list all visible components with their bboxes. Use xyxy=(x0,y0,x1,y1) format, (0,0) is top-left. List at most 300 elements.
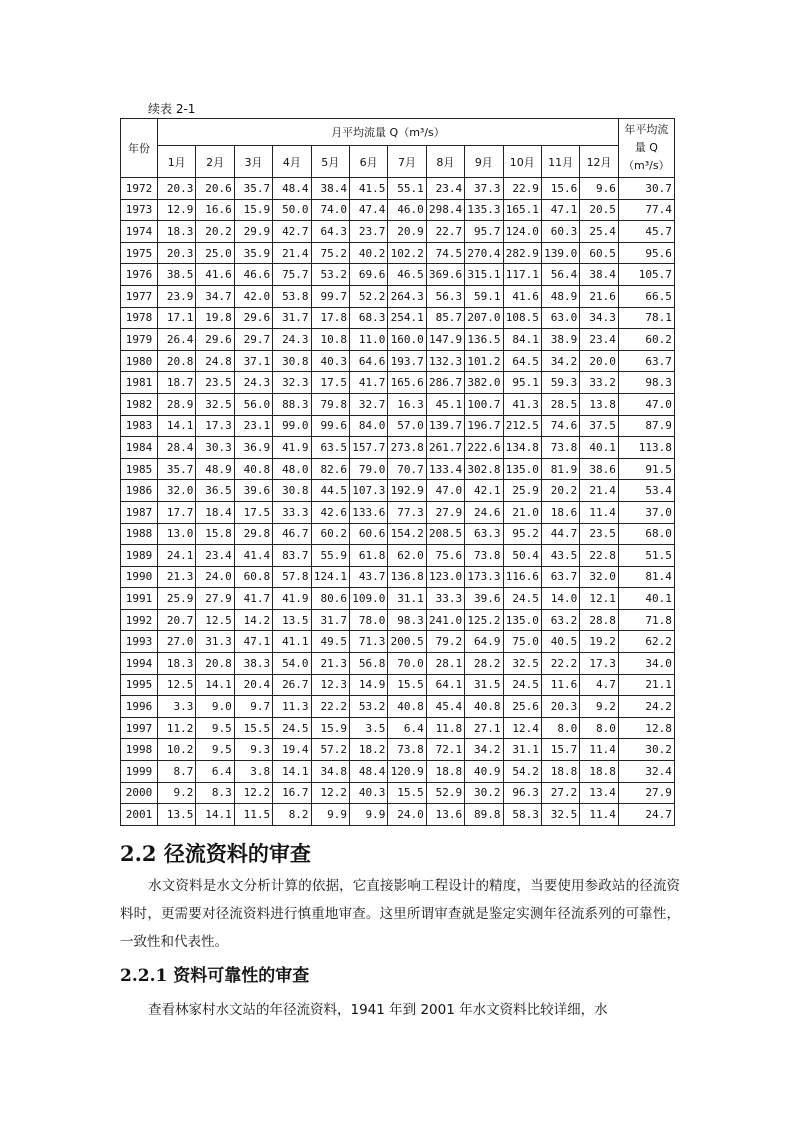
month-flow-cell: 42.0 xyxy=(234,285,272,307)
table-row xyxy=(121,178,675,200)
month-flow-cell: 40.1 xyxy=(580,437,619,459)
month-flow-cell: 38.6 xyxy=(580,458,619,480)
month-flow-cell: 8.2 xyxy=(273,804,311,826)
month-flow-cell: 60.6 xyxy=(349,523,387,545)
month-flow-cell: 16.6 xyxy=(196,199,234,221)
month-flow-cell: 82.6 xyxy=(311,458,349,480)
table-row xyxy=(121,523,675,545)
month-flow-cell: 29.7 xyxy=(234,329,272,351)
year-cell: 1973 xyxy=(121,199,158,221)
month-flow-cell: 64.5 xyxy=(503,350,541,372)
month-flow-cell: 9.2 xyxy=(580,696,619,718)
month-flow-cell: 11.5 xyxy=(234,804,272,826)
month-flow-cell: 21.4 xyxy=(580,480,619,502)
month-flow-cell: 22.7 xyxy=(426,221,464,243)
month-flow-cell: 315.1 xyxy=(465,264,503,286)
year-cell: 1979 xyxy=(121,329,158,351)
month-flow-cell: 24.3 xyxy=(273,329,311,351)
month-flow-cell: 24.1 xyxy=(158,545,196,567)
month-flow-cell: 47.0 xyxy=(426,480,464,502)
month-flow-cell: 125.2 xyxy=(465,609,503,631)
month-flow-cell: 60.3 xyxy=(541,221,579,243)
month-flow-cell: 20.6 xyxy=(196,178,234,200)
month-flow-cell: 9.9 xyxy=(349,804,387,826)
month-flow-cell: 40.8 xyxy=(234,458,272,480)
month-flow-cell: 46.7 xyxy=(273,523,311,545)
month-flow-cell: 14.1 xyxy=(273,761,311,783)
month-flow-cell: 31.7 xyxy=(311,609,349,631)
year-cell: 1999 xyxy=(121,761,158,783)
month-flow-cell: 24.6 xyxy=(465,501,503,523)
month-flow-cell: 14.2 xyxy=(234,609,272,631)
year-cell: 1996 xyxy=(121,696,158,718)
month-flow-cell: 96.3 xyxy=(503,782,541,804)
month-flow-cell: 11.3 xyxy=(273,696,311,718)
month-flow-cell: 56.8 xyxy=(349,653,387,675)
month-flow-cell: 9.5 xyxy=(196,717,234,739)
month-flow-cell: 19.4 xyxy=(273,739,311,761)
table-row xyxy=(121,739,675,761)
annual-flow-cell: 53.4 xyxy=(618,480,674,502)
month-flow-cell: 61.8 xyxy=(349,545,387,567)
month-flow-cell: 254.1 xyxy=(388,307,426,329)
month-flow-cell: 37.1 xyxy=(234,350,272,372)
month-flow-cell: 117.1 xyxy=(503,264,541,286)
month-flow-cell: 25.4 xyxy=(580,221,619,243)
month-flow-cell: 46.5 xyxy=(388,264,426,286)
year-cell: 1981 xyxy=(121,372,158,394)
month-flow-cell: 10.8 xyxy=(311,329,349,351)
month-flow-cell: 56.3 xyxy=(426,285,464,307)
month-flow-cell: 11.4 xyxy=(580,804,619,826)
month-flow-cell: 196.7 xyxy=(465,415,503,437)
month-flow-cell: 84.0 xyxy=(349,415,387,437)
table-row xyxy=(121,674,675,696)
month-header: 10月 xyxy=(503,146,541,178)
month-flow-cell: 264.3 xyxy=(388,285,426,307)
month-flow-cell: 160.0 xyxy=(388,329,426,351)
year-cell: 2001 xyxy=(121,804,158,826)
month-header: 3月 xyxy=(234,146,272,178)
section-2-2-text: 水文资料是水文分析计算的依据，它直接影响工程设计的精度，当要使用参政站的径流资料时，更需要对径流资料进行慎重地审查。这里所谓审查就是鉴定实测年径流系列的可靠性，一致性和代表性。 xyxy=(120,878,680,950)
month-flow-cell: 17.5 xyxy=(311,372,349,394)
month-flow-cell: 48.9 xyxy=(541,285,579,307)
month-flow-cell: 120.9 xyxy=(388,761,426,783)
month-flow-cell: 98.3 xyxy=(388,609,426,631)
month-flow-cell: 20.3 xyxy=(158,242,196,264)
month-flow-cell: 34.3 xyxy=(580,307,619,329)
annual-flow-cell: 87.9 xyxy=(618,415,674,437)
month-flow-cell: 54.0 xyxy=(273,653,311,675)
month-flow-cell: 16.3 xyxy=(388,393,426,415)
month-flow-cell: 286.7 xyxy=(426,372,464,394)
month-flow-cell: 27.9 xyxy=(426,501,464,523)
month-flow-cell: 270.4 xyxy=(465,242,503,264)
month-flow-cell: 36.5 xyxy=(196,480,234,502)
month-flow-cell: 100.7 xyxy=(465,393,503,415)
month-flow-cell: 28.2 xyxy=(465,653,503,675)
month-flow-cell: 241.0 xyxy=(426,609,464,631)
month-flow-cell: 26.4 xyxy=(158,329,196,351)
annual-flow-cell: 37.0 xyxy=(618,501,674,523)
month-flow-cell: 38.4 xyxy=(311,178,349,200)
month-flow-cell: 73.8 xyxy=(541,437,579,459)
year-cell: 1972 xyxy=(121,178,158,200)
table-row xyxy=(121,761,675,783)
month-flow-cell: 44.7 xyxy=(541,523,579,545)
month-flow-cell: 73.8 xyxy=(388,739,426,761)
month-flow-cell: 27.2 xyxy=(541,782,579,804)
month-flow-cell: 369.6 xyxy=(426,264,464,286)
table-row xyxy=(121,631,675,653)
table-row xyxy=(121,545,675,567)
table-row xyxy=(121,717,675,739)
annual-flow-cell: 24.7 xyxy=(618,804,674,826)
table-row xyxy=(121,221,675,243)
month-flow-cell: 27.0 xyxy=(158,631,196,653)
month-flow-cell: 71.3 xyxy=(349,631,387,653)
month-flow-cell: 32.5 xyxy=(196,393,234,415)
month-flow-cell: 63.2 xyxy=(541,609,579,631)
month-flow-cell: 58.3 xyxy=(503,804,541,826)
month-header-row xyxy=(121,146,675,178)
year-cell: 1985 xyxy=(121,458,158,480)
month-header: 11月 xyxy=(541,146,579,178)
annual-flow-cell: 66.5 xyxy=(618,285,674,307)
annual-flow-cell: 77.4 xyxy=(618,199,674,221)
month-flow-cell: 165.1 xyxy=(503,199,541,221)
month-flow-cell: 75.2 xyxy=(311,242,349,264)
month-flow-cell: 21.3 xyxy=(158,566,196,588)
month-flow-cell: 11.0 xyxy=(349,329,387,351)
month-flow-cell: 55.1 xyxy=(388,178,426,200)
month-flow-cell: 133.6 xyxy=(349,501,387,523)
month-flow-cell: 157.7 xyxy=(349,437,387,459)
month-flow-cell: 34.2 xyxy=(541,350,579,372)
month-flow-cell: 28.1 xyxy=(426,653,464,675)
month-flow-cell: 3.3 xyxy=(158,696,196,718)
year-cell: 1987 xyxy=(121,501,158,523)
month-flow-cell: 133.4 xyxy=(426,458,464,480)
month-flow-cell: 12.4 xyxy=(503,717,541,739)
table-row xyxy=(121,782,675,804)
month-flow-cell: 70.0 xyxy=(388,653,426,675)
month-header: 9月 xyxy=(465,146,503,178)
month-flow-cell: 40.8 xyxy=(388,696,426,718)
month-flow-cell: 18.7 xyxy=(158,372,196,394)
month-flow-cell: 11.2 xyxy=(158,717,196,739)
month-flow-cell: 40.9 xyxy=(465,761,503,783)
month-flow-cell: 50.4 xyxy=(503,545,541,567)
month-flow-cell: 173.3 xyxy=(465,566,503,588)
month-flow-cell: 57.8 xyxy=(273,566,311,588)
table-row xyxy=(121,437,675,459)
month-flow-cell: 24.3 xyxy=(234,372,272,394)
month-flow-cell: 49.5 xyxy=(311,631,349,653)
month-flow-cell: 79.8 xyxy=(311,393,349,415)
month-flow-cell: 18.3 xyxy=(158,221,196,243)
month-flow-cell: 46.0 xyxy=(388,199,426,221)
year-cell: 1974 xyxy=(121,221,158,243)
month-flow-cell: 23.9 xyxy=(158,285,196,307)
month-flow-cell: 9.9 xyxy=(311,804,349,826)
month-flow-cell: 38.9 xyxy=(541,329,579,351)
month-flow-cell: 23.4 xyxy=(426,178,464,200)
month-flow-cell: 75.0 xyxy=(503,631,541,653)
annual-flow-cell: 24.2 xyxy=(618,696,674,718)
annual-flow-cell: 95.6 xyxy=(618,242,674,264)
month-flow-cell: 29.8 xyxy=(234,523,272,545)
month-flow-cell: 101.2 xyxy=(465,350,503,372)
month-flow-cell: 18.8 xyxy=(541,761,579,783)
table-row xyxy=(121,264,675,286)
month-flow-cell: 17.3 xyxy=(196,415,234,437)
annual-flow-cell: 47.0 xyxy=(618,393,674,415)
month-flow-cell: 12.5 xyxy=(158,674,196,696)
month-flow-cell: 20.7 xyxy=(158,609,196,631)
month-flow-cell: 17.3 xyxy=(580,653,619,675)
month-flow-cell: 9.7 xyxy=(234,696,272,718)
month-flow-cell: 74.6 xyxy=(541,415,579,437)
month-flow-cell: 136.5 xyxy=(465,329,503,351)
month-flow-cell: 134.8 xyxy=(503,437,541,459)
month-flow-cell: 13.5 xyxy=(158,804,196,826)
month-flow-cell: 48.9 xyxy=(196,458,234,480)
table-row xyxy=(121,501,675,523)
table-row xyxy=(121,653,675,675)
annual-flow-cell: 60.2 xyxy=(618,329,674,351)
month-flow-cell: 29.6 xyxy=(234,307,272,329)
month-flow-cell: 99.7 xyxy=(311,285,349,307)
month-flow-cell: 43.5 xyxy=(541,545,579,567)
annual-flow-cell: 27.9 xyxy=(618,782,674,804)
month-flow-cell: 43.7 xyxy=(349,566,387,588)
month-flow-cell: 18.3 xyxy=(158,653,196,675)
month-flow-cell: 109.0 xyxy=(349,588,387,610)
section-2-2-paragraph xyxy=(120,872,680,956)
month-flow-cell: 28.4 xyxy=(158,437,196,459)
month-flow-cell: 88.3 xyxy=(273,393,311,415)
month-flow-cell: 40.3 xyxy=(311,350,349,372)
year-cell: 1977 xyxy=(121,285,158,307)
month-flow-cell: 34.7 xyxy=(196,285,234,307)
month-header: 2月 xyxy=(196,146,234,178)
month-flow-cell: 20.2 xyxy=(541,480,579,502)
month-flow-cell: 32.3 xyxy=(273,372,311,394)
month-flow-cell: 14.9 xyxy=(349,674,387,696)
month-flow-cell: 25.9 xyxy=(503,480,541,502)
annual-flow-cell: 12.8 xyxy=(618,717,674,739)
month-flow-cell: 56.0 xyxy=(234,393,272,415)
month-flow-cell: 17.8 xyxy=(311,307,349,329)
month-flow-cell: 20.5 xyxy=(580,199,619,221)
month-flow-cell: 22.9 xyxy=(503,178,541,200)
month-flow-cell: 13.8 xyxy=(580,393,619,415)
month-flow-cell: 24.5 xyxy=(503,674,541,696)
month-flow-cell: 124.1 xyxy=(311,566,349,588)
annual-flow-cell: 68.0 xyxy=(618,523,674,545)
month-flow-cell: 13.4 xyxy=(580,782,619,804)
month-header: 5月 xyxy=(311,146,349,178)
month-flow-cell: 31.7 xyxy=(273,307,311,329)
table-row xyxy=(121,372,675,394)
month-flow-cell: 99.6 xyxy=(311,415,349,437)
month-flow-cell: 147.9 xyxy=(426,329,464,351)
month-flow-cell: 48.4 xyxy=(349,761,387,783)
month-flow-cell: 15.5 xyxy=(388,674,426,696)
month-flow-cell: 20.8 xyxy=(196,653,234,675)
month-flow-cell: 78.0 xyxy=(349,609,387,631)
month-flow-cell: 52.9 xyxy=(426,782,464,804)
month-flow-cell: 35.9 xyxy=(234,242,272,264)
table-row xyxy=(121,307,675,329)
month-flow-cell: 41.5 xyxy=(349,178,387,200)
month-flow-cell: 200.5 xyxy=(388,631,426,653)
month-flow-cell: 21.0 xyxy=(503,501,541,523)
month-flow-cell: 12.9 xyxy=(158,199,196,221)
month-flow-cell: 85.7 xyxy=(426,307,464,329)
month-flow-cell: 22.2 xyxy=(541,653,579,675)
month-flow-cell: 32.7 xyxy=(349,393,387,415)
month-flow-cell: 17.1 xyxy=(158,307,196,329)
year-cell: 1993 xyxy=(121,631,158,653)
month-flow-cell: 33.3 xyxy=(273,501,311,523)
month-flow-cell: 20.4 xyxy=(234,674,272,696)
month-flow-cell: 18.8 xyxy=(426,761,464,783)
month-flow-cell: 22.2 xyxy=(311,696,349,718)
month-flow-cell: 23.5 xyxy=(580,523,619,545)
month-flow-cell: 34.2 xyxy=(465,739,503,761)
month-flow-cell: 31.5 xyxy=(465,674,503,696)
month-flow-cell: 15.9 xyxy=(311,717,349,739)
month-flow-cell: 57.0 xyxy=(388,415,426,437)
month-flow-cell: 63.3 xyxy=(465,523,503,545)
month-flow-cell: 136.8 xyxy=(388,566,426,588)
month-flow-cell: 95.1 xyxy=(503,372,541,394)
month-flow-cell: 27.9 xyxy=(196,588,234,610)
month-flow-cell: 40.3 xyxy=(349,782,387,804)
month-flow-cell: 50.0 xyxy=(273,199,311,221)
month-flow-cell: 20.3 xyxy=(158,178,196,200)
month-flow-cell: 45.4 xyxy=(426,696,464,718)
year-cell: 1978 xyxy=(121,307,158,329)
month-flow-cell: 41.1 xyxy=(273,631,311,653)
month-flow-cell: 39.6 xyxy=(465,588,503,610)
month-flow-cell: 57.2 xyxy=(311,739,349,761)
month-flow-cell: 52.2 xyxy=(349,285,387,307)
month-flow-cell: 37.5 xyxy=(580,415,619,437)
month-flow-cell: 11.6 xyxy=(541,674,579,696)
month-flow-cell: 24.5 xyxy=(503,588,541,610)
month-flow-cell: 14.1 xyxy=(196,804,234,826)
month-flow-cell: 70.7 xyxy=(388,458,426,480)
month-header: 1月 xyxy=(158,146,196,178)
month-flow-cell: 10.2 xyxy=(158,739,196,761)
year-cell: 1997 xyxy=(121,717,158,739)
month-flow-cell: 154.2 xyxy=(388,523,426,545)
month-flow-cell: 135.3 xyxy=(465,199,503,221)
month-flow-cell: 41.7 xyxy=(234,588,272,610)
month-flow-cell: 31.1 xyxy=(503,739,541,761)
annual-flow-cell: 32.4 xyxy=(618,761,674,783)
annual-flow-cell: 63.7 xyxy=(618,350,674,372)
month-flow-cell: 74.0 xyxy=(311,199,349,221)
year-cell: 1980 xyxy=(121,350,158,372)
year-cell: 2000 xyxy=(121,782,158,804)
month-flow-cell: 38.3 xyxy=(234,653,272,675)
month-flow-cell: 68.3 xyxy=(349,307,387,329)
month-flow-cell: 13.0 xyxy=(158,523,196,545)
month-flow-cell: 40.2 xyxy=(349,242,387,264)
annual-flow-cell: 51.5 xyxy=(618,545,674,567)
month-flow-cell: 48.4 xyxy=(273,178,311,200)
month-flow-cell: 42.7 xyxy=(273,221,311,243)
month-flow-cell: 20.8 xyxy=(158,350,196,372)
table-row xyxy=(121,285,675,307)
month-flow-cell: 12.2 xyxy=(311,782,349,804)
month-flow-cell: 12.5 xyxy=(196,609,234,631)
month-flow-cell: 208.5 xyxy=(426,523,464,545)
month-flow-cell: 55.9 xyxy=(311,545,349,567)
month-flow-cell: 23.1 xyxy=(234,415,272,437)
year-cell: 1988 xyxy=(121,523,158,545)
month-flow-cell: 14.0 xyxy=(541,588,579,610)
table-row xyxy=(121,609,675,631)
table-row xyxy=(121,480,675,502)
month-flow-cell: 25.6 xyxy=(503,696,541,718)
month-flow-cell: 165.6 xyxy=(388,372,426,394)
month-flow-cell: 32.0 xyxy=(158,480,196,502)
month-flow-cell: 36.9 xyxy=(234,437,272,459)
month-flow-cell: 62.0 xyxy=(388,545,426,567)
year-cell: 1995 xyxy=(121,674,158,696)
year-cell: 1991 xyxy=(121,588,158,610)
month-flow-cell: 95.7 xyxy=(465,221,503,243)
month-flow-cell: 23.7 xyxy=(349,221,387,243)
month-flow-cell: 77.3 xyxy=(388,501,426,523)
month-flow-cell: 41.6 xyxy=(196,264,234,286)
year-cell: 1986 xyxy=(121,480,158,502)
month-header: 8月 xyxy=(426,146,464,178)
month-flow-cell: 69.6 xyxy=(349,264,387,286)
month-flow-cell: 12.3 xyxy=(311,674,349,696)
month-flow-cell: 32.5 xyxy=(541,804,579,826)
annual-flow-cell: 81.4 xyxy=(618,566,674,588)
month-flow-cell: 83.7 xyxy=(273,545,311,567)
month-flow-cell: 25.0 xyxy=(196,242,234,264)
month-flow-cell: 35.7 xyxy=(234,178,272,200)
month-flow-cell: 6.4 xyxy=(196,761,234,783)
month-flow-cell: 13.5 xyxy=(273,609,311,631)
month-flow-cell: 20.2 xyxy=(196,221,234,243)
month-flow-cell: 8.7 xyxy=(158,761,196,783)
month-flow-cell: 35.7 xyxy=(158,458,196,480)
month-flow-cell: 40.8 xyxy=(465,696,503,718)
section-heading-2-2: 2.2 径流资料的审查 xyxy=(120,841,311,866)
table-row xyxy=(121,566,675,588)
annual-flow-cell: 34.0 xyxy=(618,653,674,675)
month-flow-cell: 25.9 xyxy=(158,588,196,610)
month-flow-cell: 60.2 xyxy=(311,523,349,545)
annual-flow-cell: 98.3 xyxy=(618,372,674,394)
month-flow-cell: 9.5 xyxy=(196,739,234,761)
month-flow-cell: 31.3 xyxy=(196,631,234,653)
month-flow-cell: 38.4 xyxy=(580,264,619,286)
month-flow-cell: 8.3 xyxy=(196,782,234,804)
month-flow-cell: 64.9 xyxy=(465,631,503,653)
annual-flow-cell: 78.1 xyxy=(618,307,674,329)
year-cell: 1994 xyxy=(121,653,158,675)
